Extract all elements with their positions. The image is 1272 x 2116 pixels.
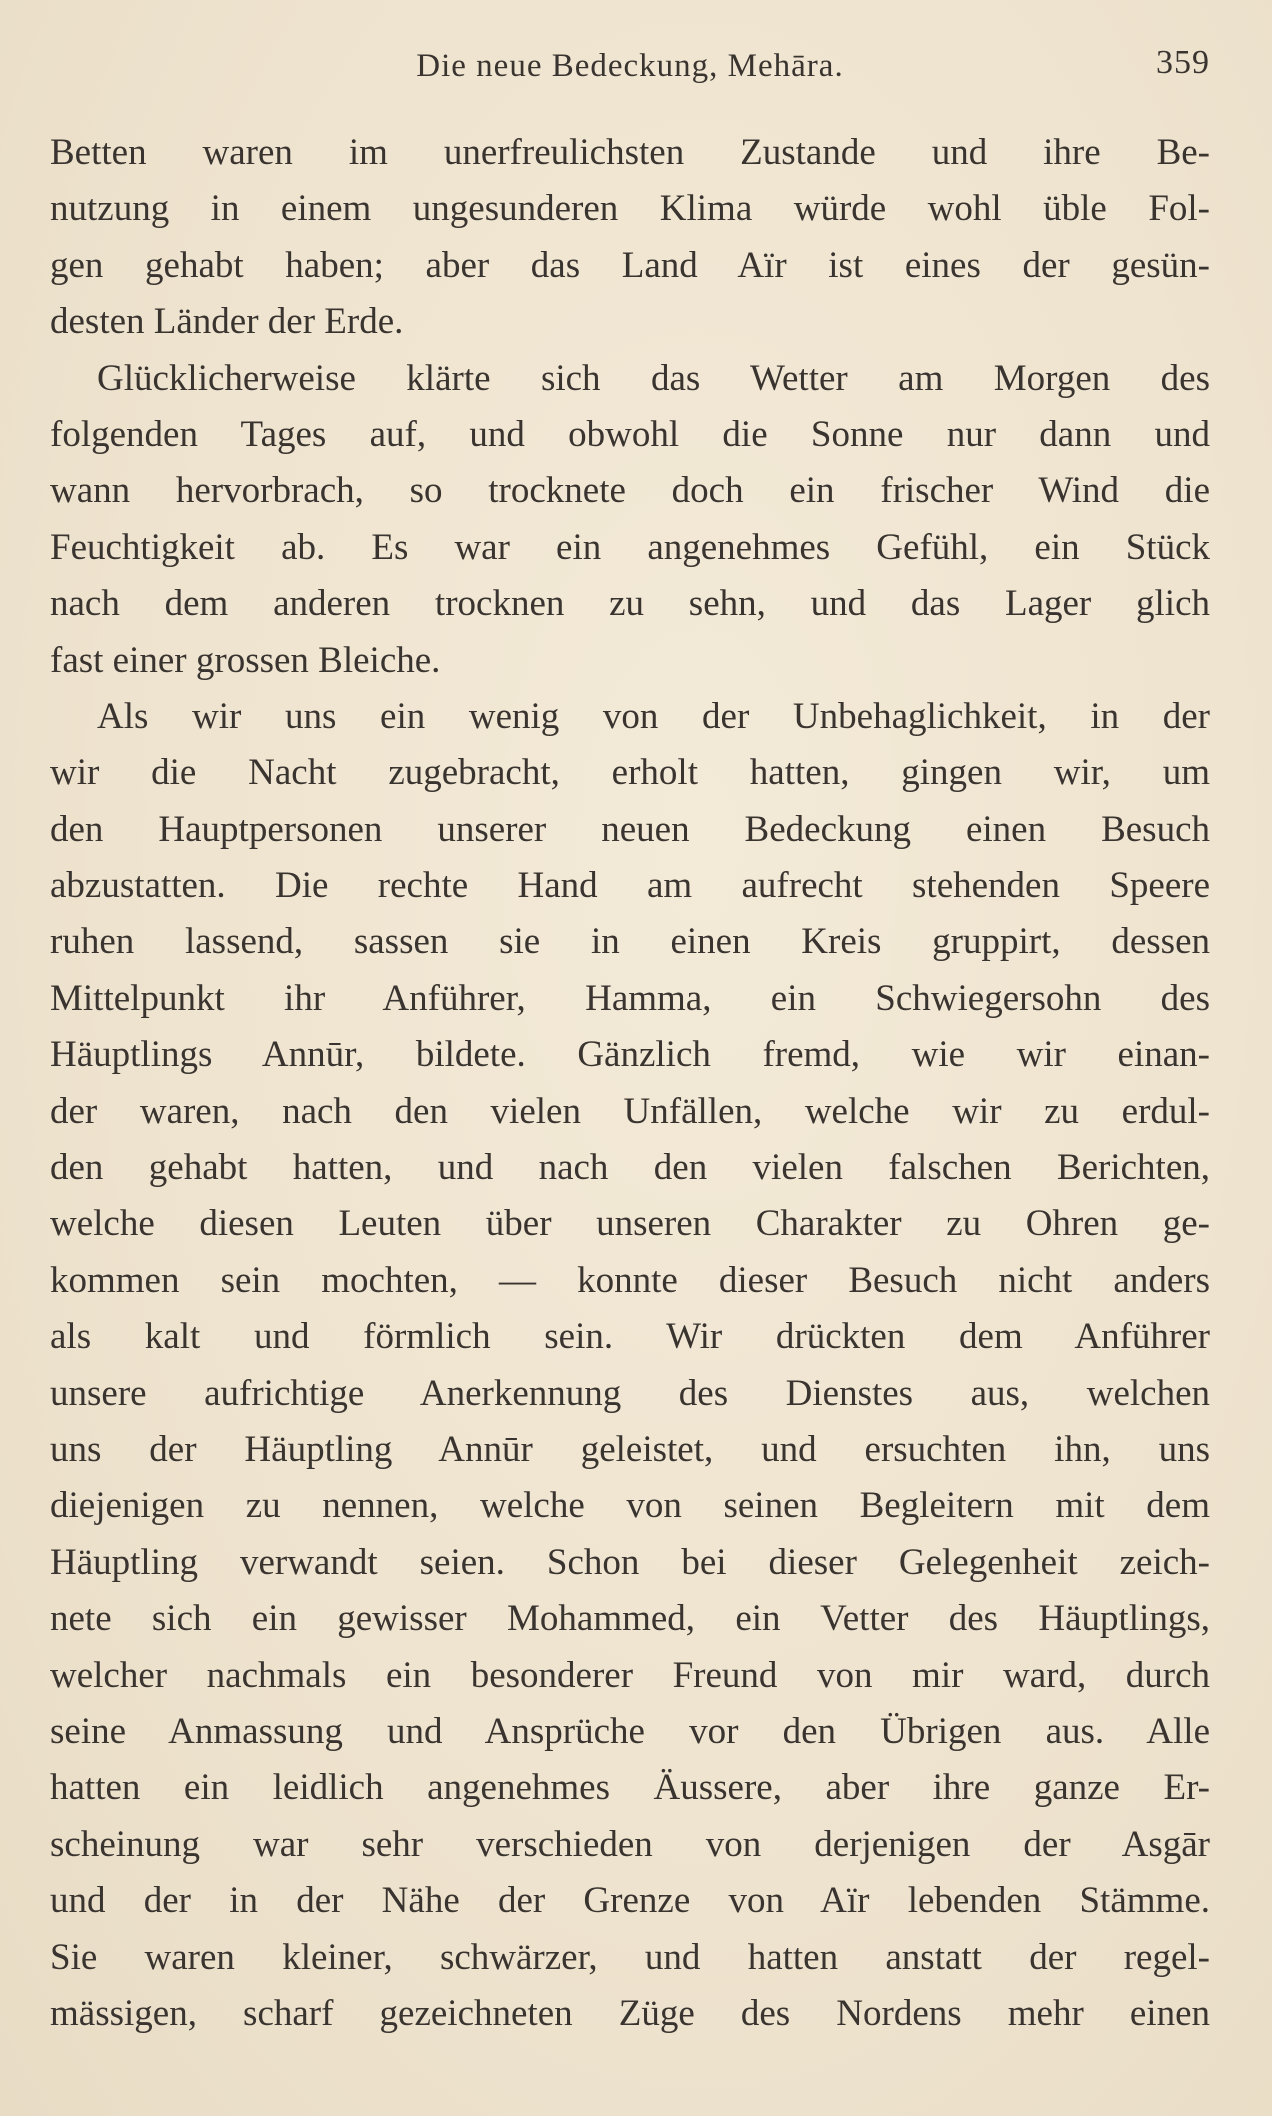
- paragraph: [50, 351, 1210, 689]
- text-line: Sie waren kleiner, schwärzer, und hatten anstatt der regel-: [50, 1936, 1210, 1978]
- text-line: als kalt und förmlich sein. Wir drückten dem Anführer: [50, 1316, 1210, 1358]
- text-line: Häuptling verwandt seien. Schon bei dieser Gelegenheit zeich-: [50, 1541, 1210, 1583]
- text-line: Als wir uns ein wenig von der Unbehaglichkeit, in der: [97, 695, 1210, 737]
- text-line: kommen sein mochten, — konnte dieser Besuch nicht anders: [50, 1259, 1210, 1301]
- text-line: uns der Häuptling Annūr geleistet, und ersuchten ihn, uns: [50, 1428, 1210, 1470]
- running-head: [50, 44, 1210, 92]
- text-line: der waren, nach den vielen Unfällen, welche wir zu erdul-: [50, 1090, 1210, 1132]
- text-line: und der in der Nähe der Grenze von Aïr lebenden Stämme.: [50, 1880, 1210, 1922]
- text-line: Glücklicherweise klärte sich das Wetter am Morgen des: [97, 357, 1210, 399]
- text-line: folgenden Tages auf, und obwohl die Sonne nur dann und: [50, 413, 1210, 455]
- text-line: abzustatten. Die rechte Hand am aufrecht stehenden Speere: [50, 865, 1210, 907]
- paragraph: [50, 125, 1210, 351]
- paragraph: [50, 689, 1210, 2042]
- text-line: Betten waren im unerfreulichsten Zustande und ihre Be-: [50, 132, 1210, 173]
- text-line: welche diesen Leuten über unseren Charakter zu Ohren ge-: [50, 1203, 1210, 1245]
- text-line: nach dem anderen trocknen zu sehn, und das Lager glich: [50, 583, 1210, 625]
- text-line: Mittelpunkt ihr Anführer, Hamma, ein Schwiegersohn des: [50, 977, 1210, 1019]
- text-line: seine Anmassung und Ansprüche vor den Übrigen aus. Alle: [50, 1710, 1210, 1752]
- text-line: wir die Nacht zugebracht, erholt hatten, gingen wir, um: [50, 752, 1210, 794]
- text-line: den gehabt hatten, und nach den vielen falschen Berichten,: [50, 1147, 1210, 1189]
- text-line: nutzung in einem ungesunderen Klima würde wohl üble Fol-: [50, 188, 1210, 230]
- text-line: mässigen, scharf gezeichneten Züge des Nordens mehr einen: [50, 1992, 1210, 2034]
- text-line: unsere aufrichtige Anerkennung des Dienstes aus, welchen: [50, 1372, 1210, 1414]
- page-number: 359: [1156, 44, 1210, 81]
- text-line: wann hervorbrach, so trocknete doch ein frischer Wind die: [50, 470, 1210, 512]
- text-line: den Hauptpersonen unserer neuen Bedeckung einen Besuch: [50, 808, 1210, 850]
- text-line: diejenigen zu nennen, welche von seinen Begleitern mit dem: [50, 1485, 1210, 1527]
- text-line: welcher nachmals ein besonderer Freund von mir ward, durch: [50, 1654, 1210, 1696]
- text-line: Häuptlings Annūr, bildete. Gänzlich fremd, wie wir einan-: [50, 1034, 1210, 1076]
- text-line: ruhen lassend, sassen sie in einen Kreis gruppirt, dessen: [50, 921, 1210, 963]
- running-title: Die neue Bedeckung, Mehāra.: [416, 48, 844, 84]
- text-line: fast einer grossen Bleiche.: [50, 639, 441, 681]
- text-line: nete sich ein gewisser Mohammed, ein Vetter des Häuptlings,: [50, 1598, 1210, 1640]
- text-line: gen gehabt haben; aber das Land Aïr ist eines der gesün-: [50, 244, 1210, 286]
- body-text: [50, 125, 1210, 2042]
- text-line: Feuchtigkeit ab. Es war ein angenehmes Gefühl, ein Stück: [50, 526, 1210, 568]
- text-line: scheinung war sehr verschieden von derjenigen der Asgār: [50, 1823, 1210, 1865]
- text-line: hatten ein leidlich angenehmes Äussere, aber ihre ganze Er-: [50, 1767, 1210, 1809]
- text-line: desten Länder der Erde.: [50, 301, 404, 343]
